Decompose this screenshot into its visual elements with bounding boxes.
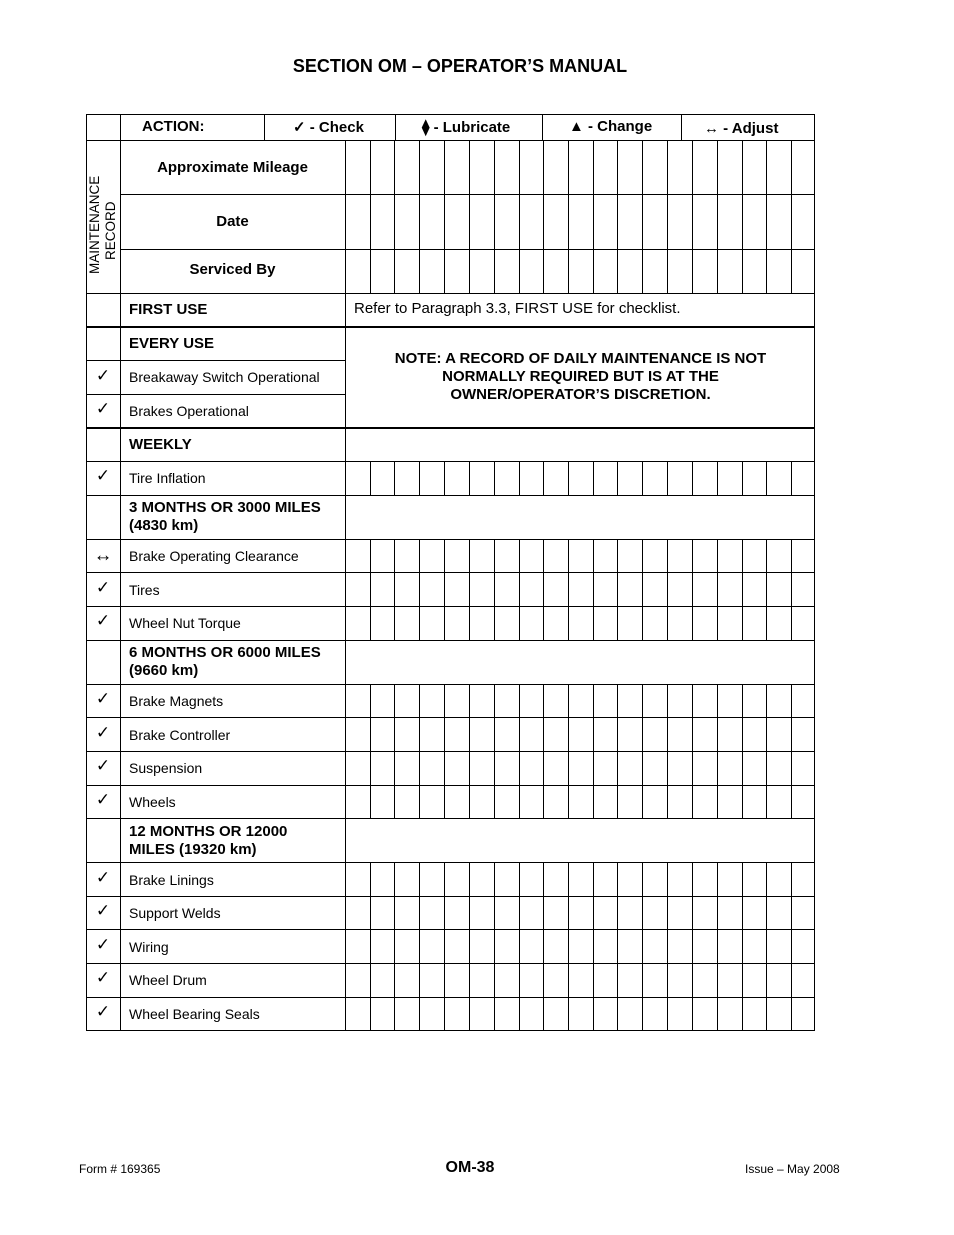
grid-column-line	[717, 862, 718, 1031]
check-icon: ✓	[95, 689, 111, 708]
row-line	[86, 896, 815, 897]
grid-column-line	[444, 539, 445, 640]
check-icon: ✓	[95, 366, 111, 385]
task-label: Brake Operating Clearance	[129, 548, 299, 564]
check-legend: ✓ - Check	[293, 119, 364, 136]
grid-column-line	[469, 862, 470, 1031]
grid-column-line	[667, 684, 668, 818]
grid-column-line	[717, 140, 718, 293]
grid-column-line	[593, 684, 594, 818]
check-icon: ✓	[95, 756, 111, 775]
issue-date: Issue – May 2008	[745, 1162, 840, 1176]
grid-column-line	[519, 140, 520, 293]
grid-column-line	[667, 461, 668, 495]
twelve-months-label-km: MILES (19320 km)	[129, 841, 257, 858]
page-number: OM-38	[445, 1159, 495, 1176]
grid-column-line	[419, 140, 420, 293]
grid-column-line	[617, 684, 618, 818]
grid-column-line	[543, 140, 544, 293]
grid-column-line	[394, 461, 395, 495]
grid-column-line	[419, 684, 420, 818]
grid-column-line	[642, 862, 643, 1031]
task-label: Tires	[129, 582, 160, 598]
row-line	[86, 606, 815, 607]
first-use-text: Refer to Paragraph 3.3, FIRST USE for checklist.	[354, 300, 681, 317]
grid-column-line	[667, 539, 668, 640]
daily-maintenance-note	[346, 350, 815, 404]
grid-column-line	[543, 461, 544, 495]
grid-column-line	[494, 862, 495, 1031]
grid-column-line	[494, 461, 495, 495]
page-title: SECTION OM – OPERATOR’S MANUAL	[292, 56, 628, 76]
row-line	[86, 326, 815, 328]
grid-column-line	[469, 684, 470, 818]
grid-column-line	[692, 140, 693, 293]
grid-column-line	[568, 461, 569, 495]
three-months-label: 3 MONTHS OR 3000 MILES	[129, 499, 321, 516]
grid-column-line	[370, 684, 371, 818]
task-label: Support Welds	[129, 905, 221, 921]
col-line	[542, 114, 543, 140]
grid-column-line	[692, 684, 693, 818]
grid-column-line	[791, 539, 792, 640]
grid-column-line	[617, 539, 618, 640]
grid-column-line	[742, 539, 743, 640]
row-line	[86, 293, 815, 294]
row-line	[86, 751, 815, 752]
task-label: Tire Inflation	[129, 470, 206, 486]
grid-column-line	[742, 140, 743, 293]
row-line	[86, 717, 815, 718]
row-line	[86, 929, 815, 930]
check-icon: ✓	[95, 901, 111, 920]
check-icon: ✓	[95, 1002, 111, 1021]
grid-column-line	[444, 862, 445, 1031]
grid-column-line	[791, 862, 792, 1031]
grid-column-line	[766, 539, 767, 640]
grid-column-line	[419, 862, 420, 1031]
grid-column-line	[543, 539, 544, 640]
grid-column-line	[791, 140, 792, 293]
row-line	[86, 394, 346, 395]
grid-column-line	[394, 862, 395, 1031]
col-line	[345, 140, 346, 1031]
grid-column-line	[519, 539, 520, 640]
note-line: OWNER/OPERATOR’S DISCRETION.	[450, 386, 711, 403]
row-line	[86, 684, 815, 685]
col-line	[681, 114, 682, 140]
check-icon: ✓	[95, 399, 111, 418]
adjust-legend: ↔ - Adjust	[704, 120, 779, 137]
grid-column-line	[742, 684, 743, 818]
task-label: Wheels	[129, 794, 176, 810]
six-months-label: 6 MONTHS OR 6000 MILES	[129, 644, 321, 661]
grid-column-line	[394, 140, 395, 293]
grid-column-line	[568, 862, 569, 1031]
row-line	[86, 997, 815, 998]
grid-column-line	[593, 461, 594, 495]
grid-column-line	[717, 461, 718, 495]
grid-column-line	[394, 684, 395, 818]
check-icon: ✓	[95, 466, 111, 485]
grid-column-line	[568, 539, 569, 640]
task-label: Brakes Operational	[129, 403, 249, 419]
row-line	[120, 249, 815, 250]
grid-column-line	[444, 684, 445, 818]
grid-column-line	[717, 539, 718, 640]
first-use-label: FIRST USE	[129, 301, 208, 318]
three-months-label-km: (4830 km)	[129, 517, 199, 534]
row-line	[86, 539, 815, 540]
grid-column-line	[519, 461, 520, 495]
grid-column-line	[469, 140, 470, 293]
grid-column-line	[617, 140, 618, 293]
grid-column-line	[642, 539, 643, 640]
grid-column-line	[519, 862, 520, 1031]
grid-column-line	[742, 862, 743, 1031]
grid-column-line	[692, 461, 693, 495]
grid-column-line	[791, 684, 792, 818]
row-line	[86, 785, 815, 786]
check-icon: ✓	[95, 790, 111, 809]
task-label: Brake Controller	[129, 727, 231, 743]
row-line	[86, 640, 815, 641]
form-number: Form # 169365	[79, 1162, 161, 1176]
grid-column-line	[370, 539, 371, 640]
adjust-icon: ↔	[93, 545, 113, 566]
task-label: Brake Linings	[129, 872, 214, 888]
task-label: Wheel Bearing Seals	[129, 1006, 260, 1022]
action-label: ACTION:	[142, 118, 205, 135]
every-use-label: EVERY USE	[129, 335, 215, 352]
grid-column-line	[419, 461, 420, 495]
weekly-label: WEEKLY	[129, 436, 192, 453]
maintenance-record-side-label	[86, 142, 120, 292]
date-label: Date	[216, 213, 249, 230]
grid-column-line	[717, 684, 718, 818]
check-icon: ✓	[95, 968, 111, 987]
grid-column-line	[494, 140, 495, 293]
check-icon: ✓	[95, 611, 111, 630]
change-legend: ▲ - Change	[569, 118, 653, 135]
grid-column-line	[444, 140, 445, 293]
grid-column-line	[692, 539, 693, 640]
grid-column-line	[444, 461, 445, 495]
grid-column-line	[642, 461, 643, 495]
grid-column-line	[642, 684, 643, 818]
grid-column-line	[543, 862, 544, 1031]
col-line	[395, 114, 396, 140]
grid-column-line	[494, 684, 495, 818]
grid-column-line	[791, 461, 792, 495]
grid-column-line	[593, 862, 594, 1031]
grid-column-line	[370, 862, 371, 1031]
grid-column-line	[568, 684, 569, 818]
check-icon: ✓	[95, 868, 111, 887]
row-line	[86, 461, 815, 462]
grid-column-line	[394, 539, 395, 640]
row-line	[86, 862, 815, 863]
row-line	[86, 495, 815, 496]
check-icon: ✓	[95, 723, 111, 742]
lubricate-legend: ⧫ - Lubricate	[422, 119, 511, 136]
grid-column-line	[419, 539, 420, 640]
col-line	[264, 114, 265, 140]
grid-column-line	[494, 539, 495, 640]
row-line	[86, 963, 815, 964]
grid-column-line	[469, 461, 470, 495]
check-icon: ✓	[95, 935, 111, 954]
grid-column-line	[568, 140, 569, 293]
grid-column-line	[617, 862, 618, 1031]
grid-column-line	[519, 684, 520, 818]
side-label-line2: RECORD	[103, 201, 118, 260]
note-line: NORMALLY REQUIRED BUT IS AT THE	[442, 368, 719, 385]
grid-column-line	[667, 140, 668, 293]
row-line	[120, 194, 815, 195]
task-label: Wiring	[129, 939, 169, 955]
grid-column-line	[370, 140, 371, 293]
check-icon: ✓	[95, 578, 111, 597]
grid-column-line	[766, 461, 767, 495]
col-line	[120, 114, 121, 1031]
grid-column-line	[742, 461, 743, 495]
grid-column-line	[642, 140, 643, 293]
grid-column-line	[766, 140, 767, 293]
six-months-label-km: (9660 km)	[129, 662, 199, 679]
grid-column-line	[370, 461, 371, 495]
row-line	[86, 140, 815, 141]
mileage-label: Approximate Mileage	[157, 159, 308, 176]
grid-column-line	[766, 862, 767, 1031]
task-label: Wheel Nut Torque	[129, 615, 241, 631]
side-label-line1: MAINTENANCE	[87, 175, 102, 274]
grid-column-line	[593, 539, 594, 640]
task-label: Brake Magnets	[129, 693, 224, 709]
serviced-by-label: Serviced By	[189, 261, 276, 278]
task-label: Breakaway Switch Operational	[129, 369, 320, 385]
grid-column-line	[469, 539, 470, 640]
grid-column-line	[617, 461, 618, 495]
row-line	[86, 427, 815, 429]
note-line: NOTE: A RECORD OF DAILY MAINTENANCE IS NOT	[394, 350, 767, 367]
grid-column-line	[593, 140, 594, 293]
twelve-months-label: 12 MONTHS OR 12000	[129, 823, 288, 840]
row-line	[86, 360, 346, 361]
task-label: Wheel Drum	[129, 972, 207, 988]
row-line	[86, 818, 815, 819]
grid-column-line	[766, 684, 767, 818]
grid-column-line	[692, 862, 693, 1031]
grid-column-line	[543, 684, 544, 818]
row-line	[86, 572, 815, 573]
task-label: Suspension	[129, 760, 203, 776]
grid-column-line	[667, 862, 668, 1031]
